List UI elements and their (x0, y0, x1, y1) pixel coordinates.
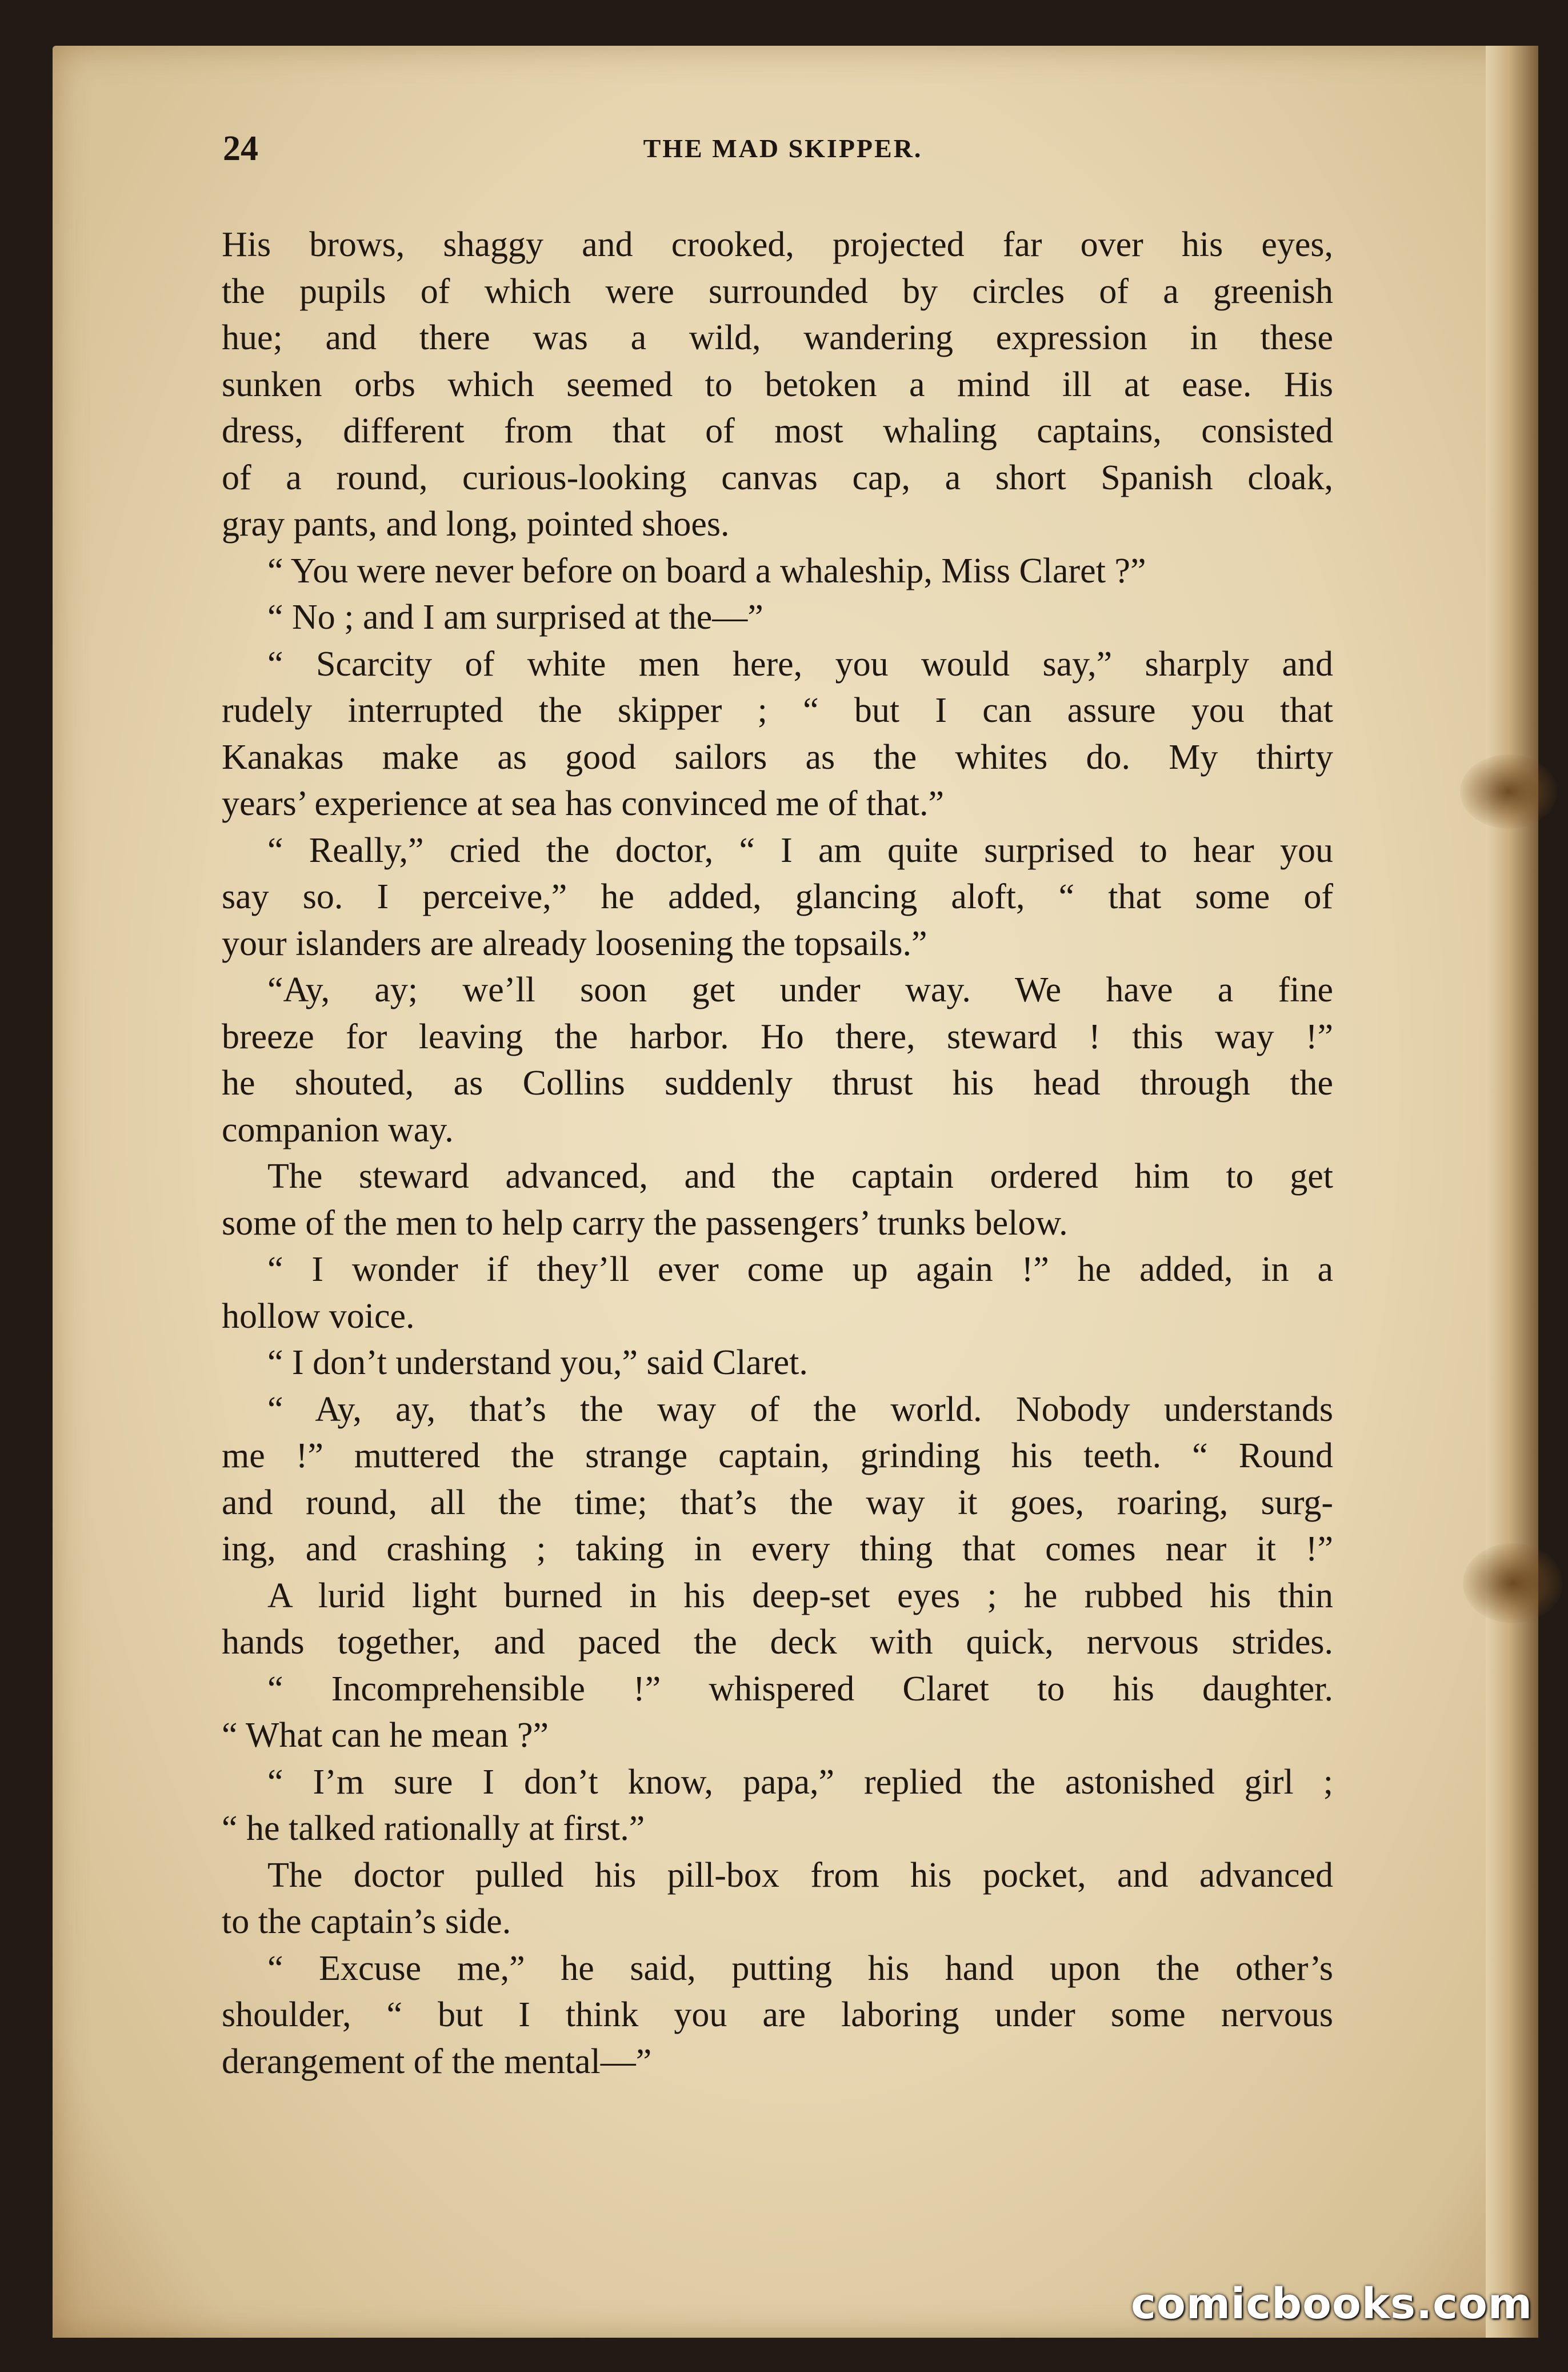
text-line: breeze for leaving the harbor. Ho there, steward ! this way !” (222, 1017, 1333, 1056)
page-stain-upper (1460, 754, 1557, 829)
text-line: some of the men to help carry the passengers’ trunks below. (222, 1203, 1068, 1243)
text-line: your islanders are already loosening the topsails.” (222, 924, 927, 963)
text-line: “ You were never before on board a whaleship, Miss Claret ?” (267, 551, 1146, 590)
text-line: and round, all the time; that’s the way it goes, roaring, surg- (222, 1483, 1333, 1522)
text-line: “Ay, ay; we’ll soon get under way. We have a fine (267, 971, 1333, 1009)
text-line: “ I’m sure I don’t know, papa,” replied the astonished girl ; (267, 1762, 1333, 1802)
text-line: “ No ; and I am surprised at the—” (267, 598, 763, 637)
text-line: rudely interrupted the skipper ; “ but I can assure you that (222, 691, 1333, 730)
text-line: dress, different from that of most whaling captains, consisted (222, 412, 1333, 450)
body-text (222, 222, 1333, 2085)
text-line: companion way. (222, 1110, 454, 1149)
text-line: “ Scarcity of white men here, you would say,” sharply and (267, 644, 1333, 684)
text-line: “ Really,” cried the doctor, “ I am quite surprised to hear you (267, 830, 1333, 870)
text-line: “ Incomprehensible !” whispered Claret to his daughter. (267, 1669, 1333, 1708)
text-line: The steward advanced, and the captain ordered him to get (267, 1157, 1333, 1196)
text-line: His brows, shaggy and crooked, projected far over his eyes, (222, 225, 1333, 264)
text-line: say so. I perceive,” he added, glancing aloft, “ that some of (222, 877, 1333, 916)
text-line: hue; and there was a wild, wandering expression in these (222, 318, 1333, 357)
text-line: the pupils of which were surrounded by circles of a greenish (222, 271, 1333, 311)
text-line: derangement of the mental—” (222, 2042, 652, 2081)
watermark: comicbooks.com (1131, 2279, 1533, 2329)
text-line: sunken orbs which seemed to betoken a mind ill at ease. His (222, 365, 1333, 404)
text-line: hollow voice. (222, 1296, 415, 1336)
text-line: of a round, curious-looking canvas cap, a short Spanish cloak, (222, 458, 1333, 497)
text-line: “ I don’t understand you,” said Claret. (267, 1343, 808, 1382)
page-number: 24 (223, 129, 258, 168)
text-line: A lurid light burned in his deep-set eyes ; he rubbed his thin (267, 1576, 1333, 1615)
text-line: “ Ay, ay, that’s the way of the world. Nobody understands (267, 1389, 1333, 1429)
text-line: to the captain’s side. (222, 1902, 511, 1941)
text-line: “ What can he mean ?” (222, 1716, 549, 1755)
text-line: “ I wonder if they’ll ever come up again !” he added, in a (267, 1250, 1333, 1289)
text-line: years’ experience at sea has convinced me of that.” (222, 784, 945, 823)
text-line: “ Excuse me,” he said, putting his hand upon the other’s (267, 1948, 1333, 1988)
text-line: “ he talked rationally at first.” (222, 1809, 645, 1848)
page-stain-lower (1463, 1543, 1563, 1623)
running-head: THE MAD SKIPPER. (643, 134, 923, 163)
text-line: gray pants, and long, pointed shoes. (222, 505, 730, 544)
text-line: hands together, and paced the deck with quick, nervous strides. (222, 1623, 1333, 1662)
book-gutter (1486, 46, 1538, 2338)
text-line: ing, and crashing ; taking in every thing that comes near it !” (222, 1530, 1333, 1568)
text-line: shoulder, “ but I think you are laboring under some nervous (222, 1995, 1333, 2034)
text-line: Kanakas make as good sailors as the whites do. My thirty (222, 737, 1333, 777)
text-line: me !” muttered the strange captain, grinding his teeth. “ Round (222, 1436, 1333, 1475)
page-header (223, 129, 1343, 174)
text-line: he shouted, as Collins suddenly thrust his head through the (222, 1064, 1333, 1103)
text-line: The doctor pulled his pill-box from his pocket, and advanced (267, 1855, 1333, 1895)
